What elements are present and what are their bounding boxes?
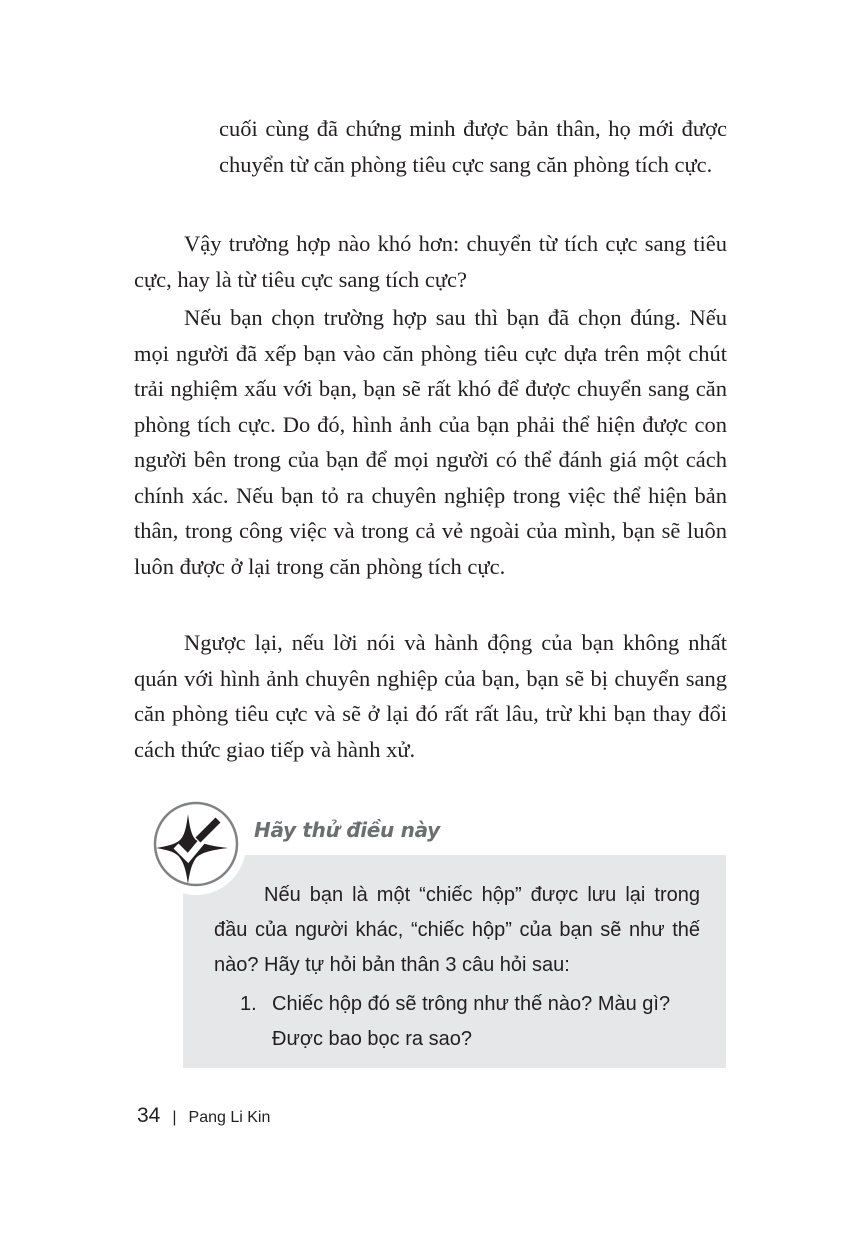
footer-separator: |	[172, 1109, 177, 1126]
question-list	[240, 987, 710, 1057]
author-name: Pang Li Kin	[188, 1109, 271, 1126]
page-footer	[137, 1104, 270, 1128]
paragraph-answer: Nếu bạn chọn trường hợp sau thì bạn đã chọn đúng. Nếu mọi người đã xếp bạn vào căn phòng tiêu cực dựa trên một chút trải nghiệm xấu với bạn, bạn sẽ rất khó để được chuyển sang căn phòng tích cực. Do đó, hình ảnh của bạn phải thể hiện được con người bên trong của bạn để mọi người có thể đánh giá một cách chính xác. Nếu bạn tỏ ra chuyên nghiệp trong việc thể hiện bản thân, trong công việc và trong cả vẻ ngoài của mình, bạn sẽ luôn luôn được ở lại trong căn phòng tích cực.	[134, 305, 727, 579]
paragraph-question: Vậy trường hợp nào khó hơn: chuyển từ tích cực sang tiêu cực, hay là từ tiêu cực sang tích cực?	[134, 231, 727, 292]
list-item-text: Chiếc hộp đó sẽ trông như thế nào? Màu gì? Được bao bọc ra sao?	[272, 993, 671, 1050]
paragraph-contrast: Ngược lại, nếu lời nói và hành động của bạn không nhất quán với hình ảnh chuyên nghiệp của bạn, bạn sẽ bị chuyển sang căn phòng tiêu cực và sẽ ở lại đó rất rất lâu, trừ khi bạn thay đổi cách thức giao tiếp và hành xử.	[134, 630, 727, 762]
list-item	[240, 987, 710, 1057]
star-checkmark-icon	[152, 800, 240, 888]
page-number: 34	[137, 1104, 161, 1127]
try-this-intro: Nếu bạn là một “chiếc hộp” được lưu lại trong đầu của người khác, “chiếc hộp” của bạn sẽ như thế nào? Hãy tự hỏi bản thân 3 câu hỏi sau:	[214, 884, 700, 976]
list-item-number: 1.	[240, 993, 257, 1015]
try-this-heading: Hãy thử điều này	[254, 818, 440, 842]
quote-continuation: cuối cùng đã chứng minh được bản thân, họ mới được chuyển từ căn phòng tiêu cực sang căn phòng tích cực.	[219, 116, 727, 177]
